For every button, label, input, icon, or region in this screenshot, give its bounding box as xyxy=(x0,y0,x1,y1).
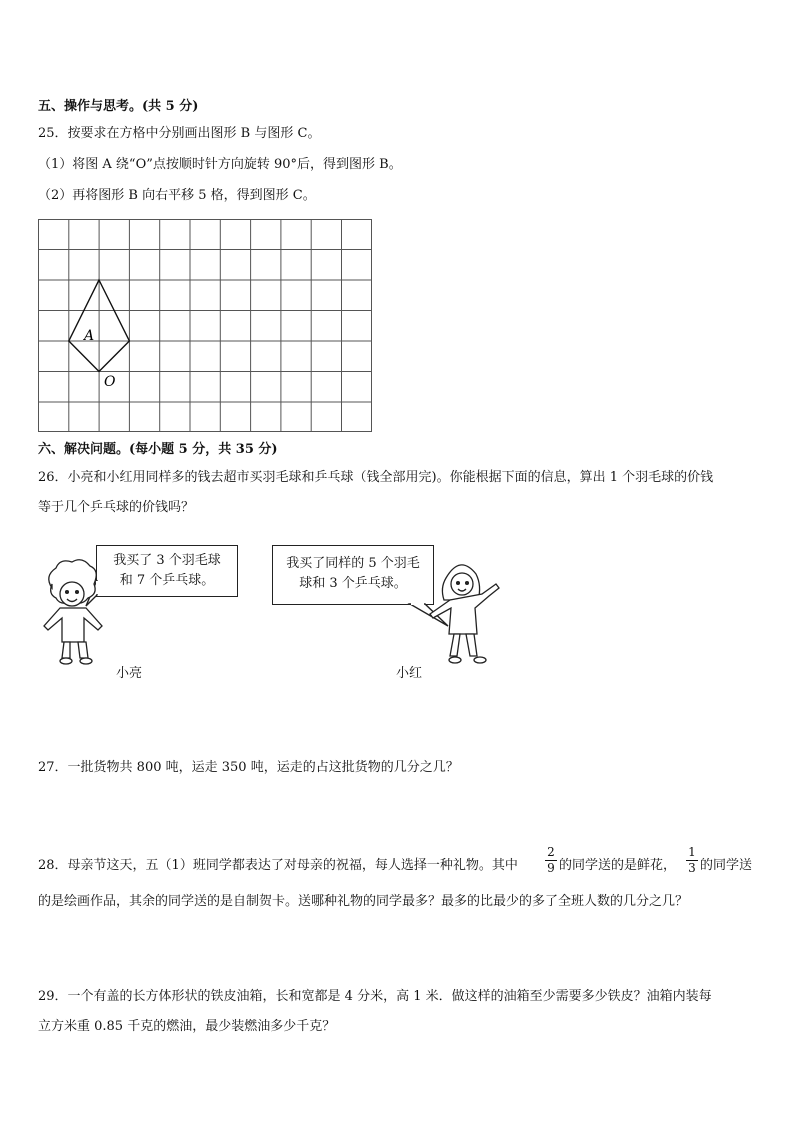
question-28-part1: 28．母亲节这天，五（1）班同学都表达了对母亲的祝福，每人选择一种礼物。其中 xyxy=(38,858,518,873)
section6-heading: 六、解决问题。(每小题 5 分，共 35 分) xyxy=(38,442,278,457)
fraction2-denominator: 3 xyxy=(688,861,696,875)
bubble-right-line2: 球和 3 个乒乓球。 xyxy=(299,576,407,591)
fraction1-numerator: 2 xyxy=(547,845,555,859)
boy-figure xyxy=(44,560,102,664)
fraction-one-third xyxy=(686,846,698,875)
question-25-part1: （1）将图 A 绕“O”点按顺时针方向旋转 90°后，得到图形 B。 xyxy=(38,157,402,172)
label-o: O xyxy=(104,374,116,390)
question-28-part2: 的同学送的是鲜花， xyxy=(559,858,677,873)
girl-figure xyxy=(430,565,499,663)
question-29-line2: 立方米重 0.85 千克的燃油，最少装燃油多少千克？ xyxy=(38,1019,336,1034)
question-29-line1: 29．一个有盖的长方体形状的铁皮油箱，长和宽都是 4 分米，高 1 米．做这样的油箱至少需要多少铁皮？油箱内装每 xyxy=(38,989,712,1004)
bubble-left-line1: 我买了 3 个羽毛球 xyxy=(113,553,221,568)
question-26-line1: 26．小亮和小红用同样多的钱去超市买羽毛球和乒乓球（钱全部用完)。你能根据下面的信息，算出 1 个羽毛球的价钱 xyxy=(38,470,714,485)
question-27: 27．一批货物共 800 吨，运走 350 吨，运走的占这批货物的几分之几？ xyxy=(38,760,459,775)
name-xiaohong: 小红 xyxy=(396,666,423,681)
question-25: 25．按要求在方格中分别画出图形 B 与图形 C。 xyxy=(38,126,321,141)
bubble-left-line2: 和 7 个乒乓球。 xyxy=(119,573,215,588)
children-illustration xyxy=(0,540,794,680)
fraction-two-ninths xyxy=(545,846,557,875)
question-25-part2: （2）再将图形 B 向右平移 5 格，得到图形 C。 xyxy=(38,188,316,203)
fraction1-denominator: 9 xyxy=(547,861,555,875)
question-26-line2: 等于几个乒乓球的价钱吗？ xyxy=(38,500,195,515)
question-28-part3: 的同学送 xyxy=(700,858,753,873)
label-a: A xyxy=(84,328,95,344)
fraction2-numerator: 1 xyxy=(688,845,696,859)
name-xiaoliang: 小亮 xyxy=(116,666,143,681)
square-grid xyxy=(38,219,374,437)
bubble-right-line1: 我买了同样的 5 个羽毛 xyxy=(286,556,420,571)
grid-lines xyxy=(38,219,372,432)
section5-heading: 五、操作与思考。(共 5 分) xyxy=(38,99,199,114)
question-28-line2: 的是绘画作品，其余的同学送的是自制贺卡。送哪种礼物的同学最多？最多的比最少的多了全班人数的几分之几？ xyxy=(38,894,689,909)
grid-figure xyxy=(38,219,374,433)
